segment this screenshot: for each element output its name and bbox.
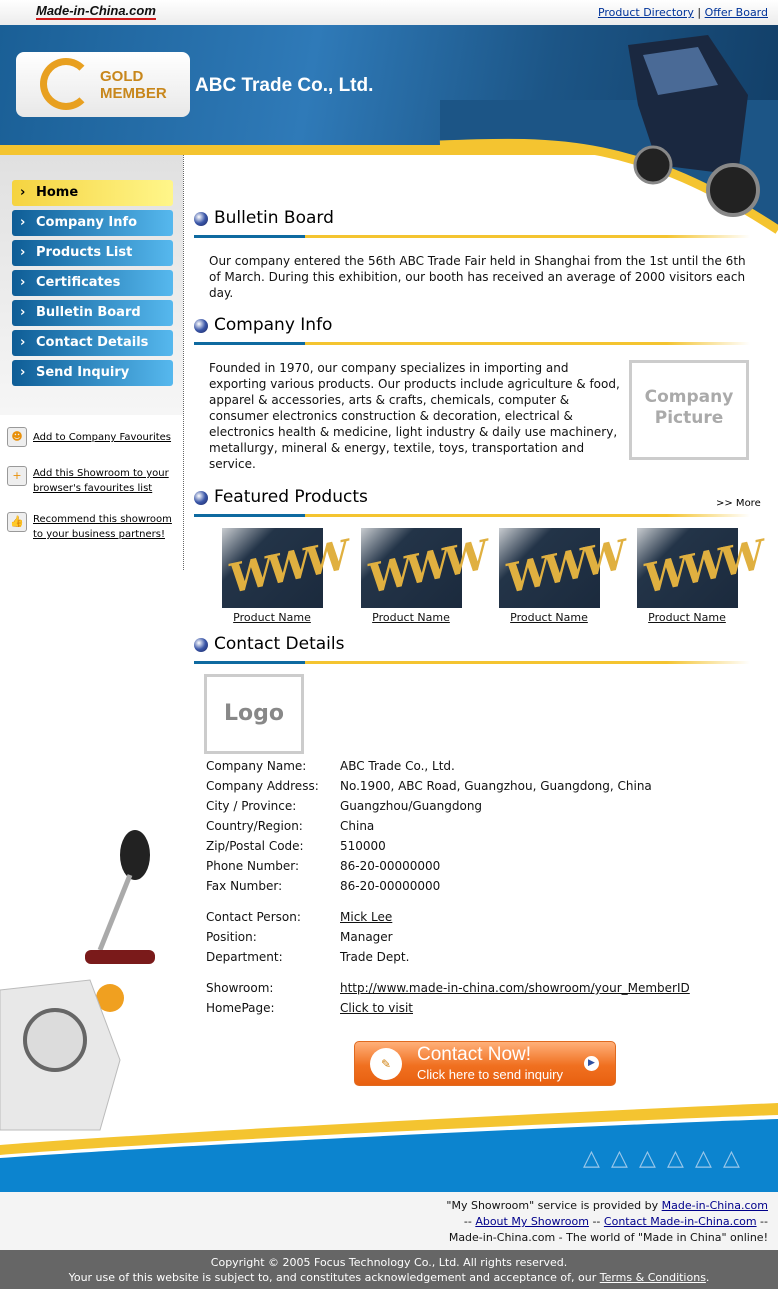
section-underline <box>194 235 750 238</box>
badge-line1: GOLD <box>100 68 144 85</box>
dragon-icon <box>40 58 92 110</box>
terms-text: . <box>705 1271 710 1284</box>
badge-line2: MEMBER <box>100 85 167 102</box>
sidebar-divider <box>183 155 184 570</box>
product-name-link[interactable]: Product Name <box>510 611 588 624</box>
add-company-favourites <box>7 427 173 447</box>
row-label: Fax Number: <box>206 879 283 893</box>
copyright-text: Copyright © 2005 Focus Technology Co., Ltd. All rights reserved. <box>210 1256 568 1269</box>
made-in-china-logo[interactable]: Made-in-China.com <box>36 3 156 18</box>
top-bar <box>0 0 778 25</box>
row-value: 86-20-00000000 <box>340 859 441 873</box>
section-underline <box>194 514 750 517</box>
nav-certificates[interactable]: › Certificates <box>12 270 173 296</box>
row-label: Zip/Postal Code: <box>206 839 304 853</box>
footer-text: -- <box>463 1215 476 1228</box>
showroom-link[interactable]: http://www.made-in-china.com/showroom/your_MemberID <box>340 981 690 995</box>
row-label: Department: <box>206 950 283 964</box>
badge-text <box>100 68 167 102</box>
gold-member-badge <box>16 52 190 117</box>
warning-sign-icon: △ <box>583 1146 600 1171</box>
nav-home[interactable]: › Home <box>12 180 173 206</box>
row-label: Country/Region: <box>206 819 303 833</box>
bulletin-board-heading <box>194 208 750 238</box>
row-label: City / Province: <box>206 799 297 813</box>
section-underline <box>194 342 750 345</box>
company-info-text: Founded in 1970, our company specializes in importing and exporting various products. Our products include agriculture & food, apparel & accessories, arts & crafts, chemicals, computer & consumer electronics construction & decoration, electrical & electronics health & medicine, light industry & daily use machinery, metallurgy, mineral & energy, textile, toys, transportation and service. <box>209 361 620 471</box>
product-name-link[interactable]: Product Name <box>372 611 450 624</box>
nav-bulletin-board[interactable]: › Bulletin Board <box>12 300 173 326</box>
bullet-ball-icon <box>194 491 208 505</box>
people-icon: ☻ <box>7 427 27 447</box>
company-info-heading <box>194 315 750 345</box>
warning-sign-icon: △ <box>723 1146 740 1171</box>
product-directory-link[interactable]: Product Directory <box>597 6 694 19</box>
bookmark-icon: + <box>7 466 27 486</box>
row-value: Guangzhou/Guangdong <box>340 799 483 813</box>
contact-now-label: Contact Now! <box>417 1044 532 1065</box>
nav-contact-details[interactable]: › Contact Details <box>12 330 173 356</box>
thumbs-up-icon: 👍 <box>7 512 27 532</box>
recommend-showroom <box>7 512 173 542</box>
product-image[interactable] <box>361 528 487 608</box>
terms-link[interactable]: Terms & Conditions <box>599 1271 706 1284</box>
product-name-link[interactable]: Product Name <box>648 611 726 624</box>
product-card <box>212 528 348 624</box>
product-image[interactable] <box>222 528 348 608</box>
row-label: HomePage: <box>206 1001 275 1015</box>
more-products-link[interactable]: >> More <box>716 498 761 509</box>
row-label: Showroom: <box>206 981 274 995</box>
arrow-right-icon: ▶ <box>584 1056 599 1071</box>
company-picture: Company Picture <box>629 360 749 460</box>
add-company-favourites-link[interactable]: Add to Company Favourites <box>33 432 172 443</box>
product-image[interactable] <box>499 528 625 608</box>
contact-mic-link[interactable]: Contact Made-in-China.com <box>603 1215 757 1228</box>
product-card <box>489 528 625 624</box>
product-card <box>351 528 487 624</box>
row-label: Company Address: <box>206 779 319 793</box>
footer-text: -- <box>756 1215 768 1228</box>
row-value: 86-20-00000000 <box>340 879 441 893</box>
bulletin-text: Our company entered the 56th ABC Trade Fair held in Shanghai from the 1st until the 6th of March. During this exhibition, our booth has received an average of 2000 visitors each day. <box>209 254 746 300</box>
bullet-ball-icon <box>194 319 208 333</box>
about-showroom-link[interactable]: About My Showroom <box>475 1215 589 1228</box>
footer-text: -- <box>588 1215 604 1228</box>
row-value: China <box>340 819 375 833</box>
row-label: Contact Person: <box>206 910 301 924</box>
row-label: Company Name: <box>206 759 307 773</box>
made-in-china-link[interactable]: Made-in-China.com <box>661 1199 768 1212</box>
row-value: Manager <box>340 930 393 944</box>
contact-person-link[interactable]: Mick Lee <box>340 910 393 924</box>
motorcycle-image <box>598 25 758 220</box>
product-image-art: WWW <box>223 532 348 603</box>
footer-tagline: Made-in-China.com - The world of "Made in China" online! <box>448 1231 768 1244</box>
footer-info <box>0 1192 778 1250</box>
company-title: ABC Trade Co., Ltd. <box>195 75 374 96</box>
footer-text: "My Showroom" service is provided by <box>446 1199 662 1212</box>
recommend-showroom-link[interactable]: Recommend this showroom to your business partners! <box>33 514 172 540</box>
product-name-link[interactable]: Product Name <box>233 611 311 624</box>
send-inquiry-label: Click here to send inquiry <box>417 1067 563 1082</box>
row-value: Trade Dept. <box>340 950 410 964</box>
contact-details-heading <box>194 634 750 664</box>
section-title: Contact Details <box>214 634 345 654</box>
company-logo: Logo <box>204 674 304 754</box>
product-image-art: WWW <box>362 532 487 603</box>
bullet-ball-icon <box>194 212 208 226</box>
pencil-note-icon: ✎ <box>370 1048 402 1080</box>
warning-sign-icon: △ <box>611 1146 628 1171</box>
separator: | <box>697 6 702 19</box>
nav-products-list[interactable]: › Products List <box>12 240 173 266</box>
nav-company-info[interactable]: › Company Info <box>12 210 173 236</box>
section-title: Company Info <box>214 315 333 335</box>
product-image-art: WWW <box>638 532 763 603</box>
row-value: 510000 <box>340 839 386 853</box>
product-image-art: WWW <box>500 532 625 603</box>
traffic-signs <box>583 1148 745 1170</box>
nav-send-inquiry[interactable]: › Send Inquiry <box>12 360 173 386</box>
offer-board-link[interactable]: Offer Board <box>704 6 768 19</box>
section-title: Bulletin Board <box>214 208 334 228</box>
homepage-link[interactable]: Click to visit <box>340 1001 413 1015</box>
row-label: Phone Number: <box>206 859 300 873</box>
section-title: Featured Products <box>214 487 368 507</box>
top-links <box>598 6 768 19</box>
warning-sign-icon: △ <box>667 1146 684 1171</box>
row-label: Position: <box>206 930 257 944</box>
footer-wave <box>0 1095 778 1192</box>
row-value: ABC Trade Co., Ltd. <box>340 759 455 773</box>
product-image[interactable] <box>637 528 763 608</box>
product-card <box>627 528 763 624</box>
bullet-ball-icon <box>194 638 208 652</box>
featured-products-heading <box>194 487 750 517</box>
section-underline <box>194 661 750 664</box>
add-browser-favourites <box>7 466 173 496</box>
contact-now-button[interactable] <box>354 1041 616 1086</box>
warning-sign-icon: △ <box>695 1146 712 1171</box>
warning-sign-icon: △ <box>639 1146 656 1171</box>
terms-text: Your use of this website is subject to, and constitutes acknowledgement and acceptance of, our <box>68 1271 600 1284</box>
scooter-image <box>0 830 170 1130</box>
add-browser-favourites-link[interactable]: Add this Showroom to your browser's favourites list <box>33 468 169 494</box>
row-value: No.1900, ABC Road, Guangzhou, Guangdong, China <box>340 779 652 793</box>
footer-copyright <box>0 1250 778 1289</box>
